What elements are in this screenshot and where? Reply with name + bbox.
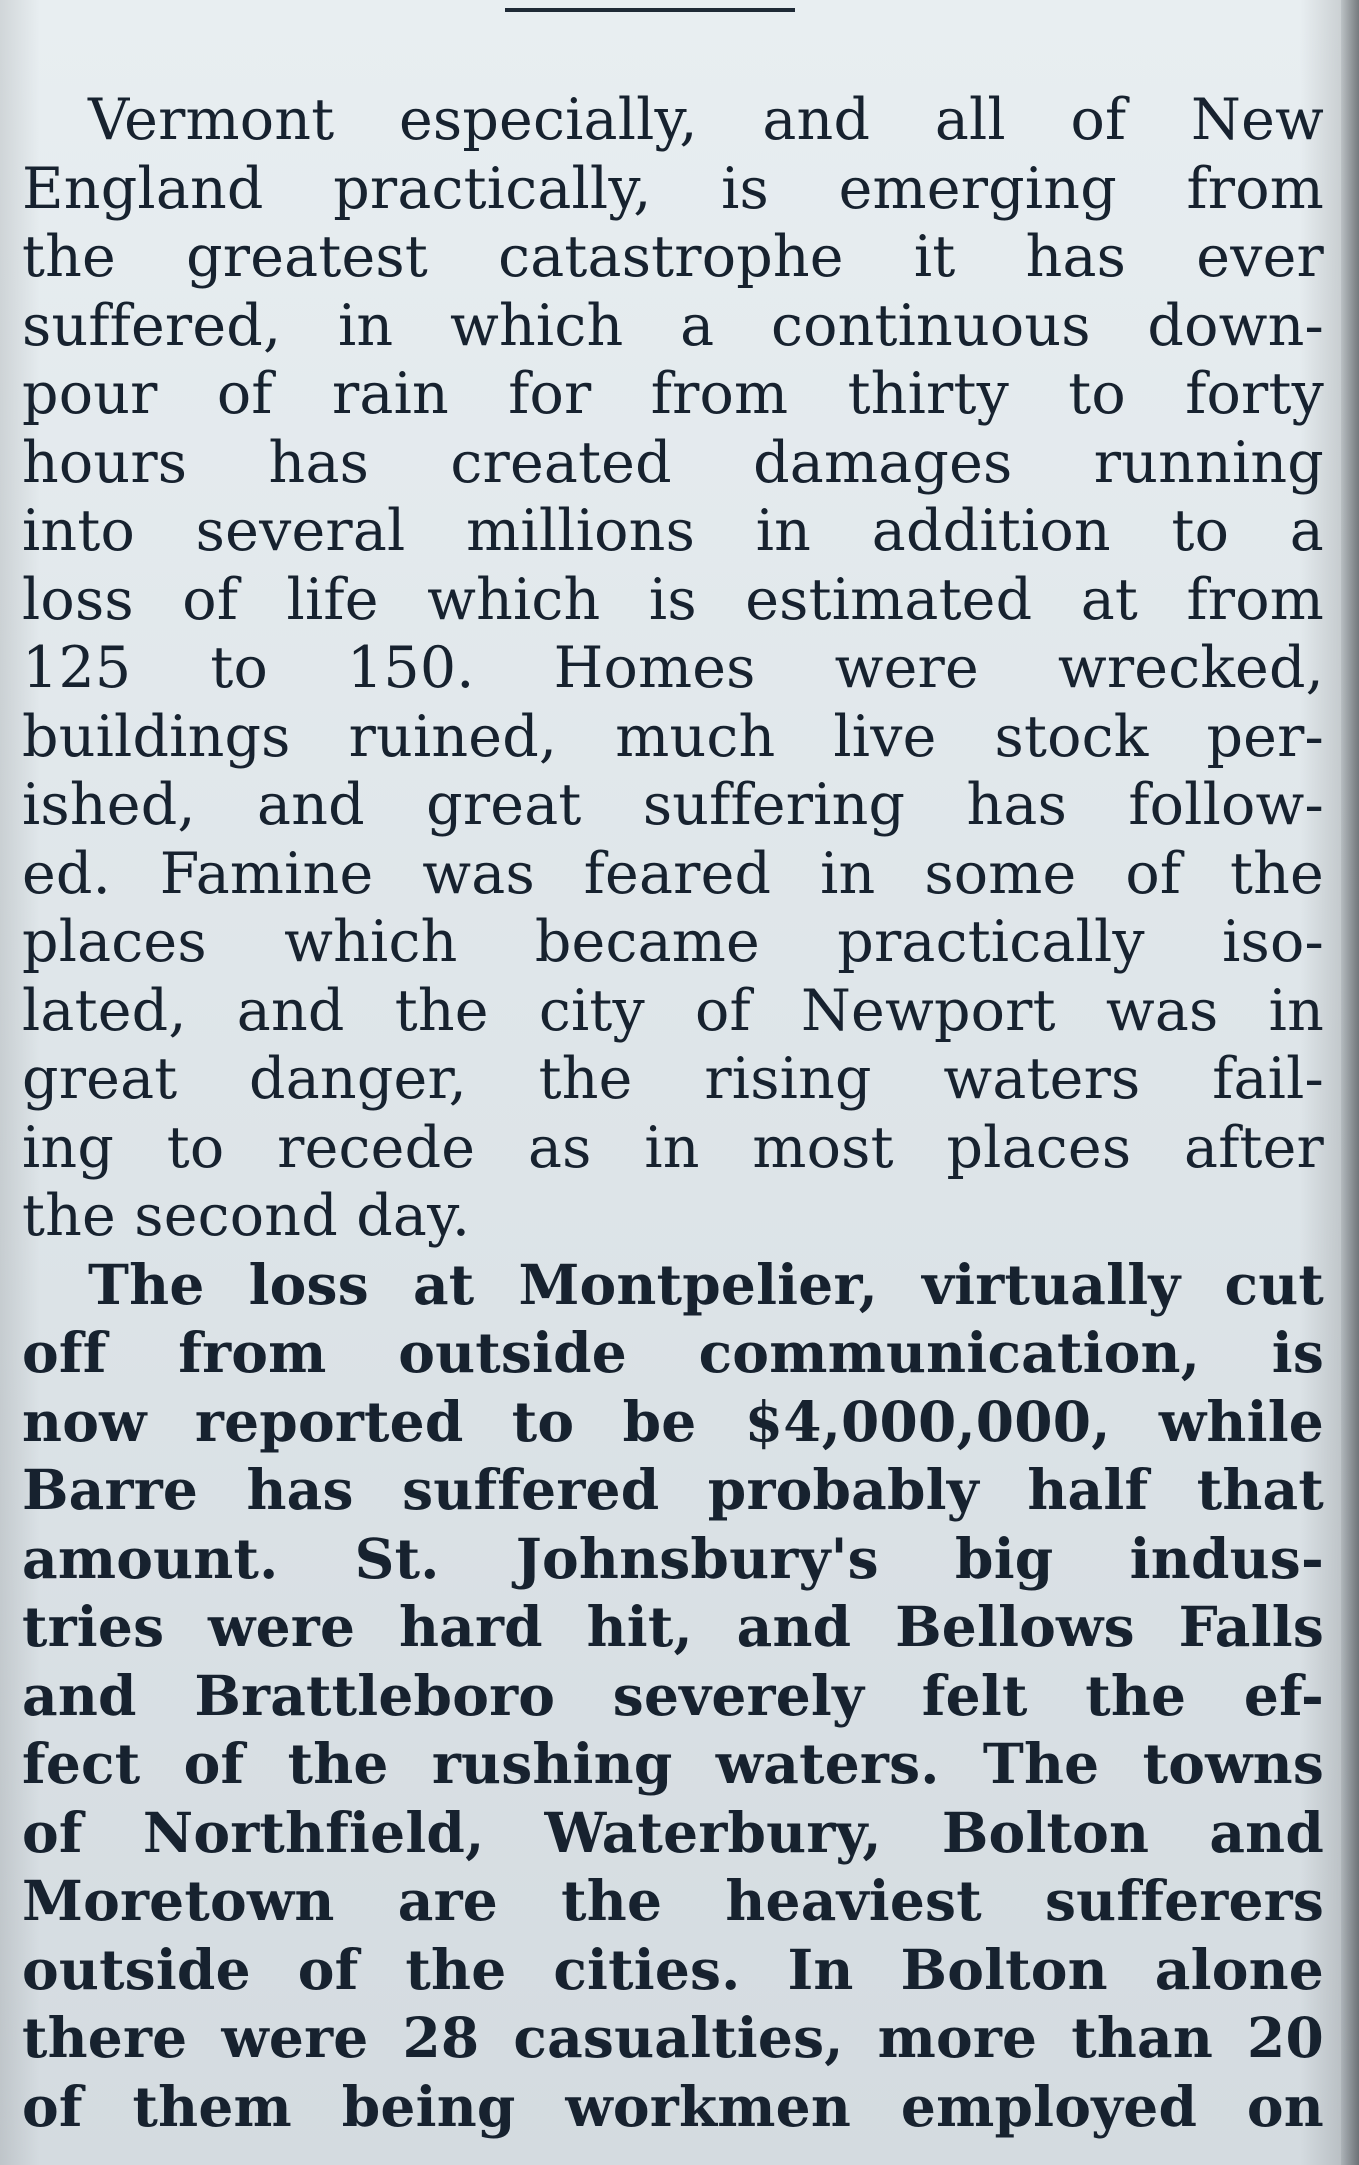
text-line: Barre has suffered probably half that bbox=[22, 1457, 1324, 1522]
text-line: and Brattleboro severely felt the ef- bbox=[22, 1662, 1324, 1728]
text-line: of Northfield, Waterbury, Bolton and bbox=[22, 1799, 1324, 1865]
text-line: ed. Famine was feared in some of the bbox=[22, 840, 1324, 907]
paragraph-2 bbox=[22, 1251, 1324, 2142]
text-line: buildings ruined, much live stock per- bbox=[22, 703, 1324, 770]
text-line: amount. St. Johnsbury's big indus- bbox=[22, 1525, 1324, 1591]
text-line: now reported to be $4,000,000, while bbox=[22, 1388, 1324, 1454]
text-line: suffered, in which a continuous down- bbox=[22, 292, 1324, 359]
text-line: ished, and great suffering has follow- bbox=[22, 772, 1324, 838]
text-line: the second day. bbox=[22, 1183, 471, 1249]
text-line: of them being workmen employed on bbox=[22, 2073, 1324, 2139]
column-rule bbox=[505, 8, 795, 12]
text-line: loss of life which is estimated at from bbox=[22, 566, 1324, 633]
text-line: lated, and the city of Newport was in bbox=[22, 977, 1324, 1044]
text-line: Moretown are the heaviest sufferers bbox=[22, 1868, 1324, 1933]
text-line: there were 28 casualties, more than 20 bbox=[22, 2005, 1324, 2070]
text-line: great danger, the rising waters fail- bbox=[22, 1046, 1324, 1112]
text-line: off from outside communication, is bbox=[22, 1320, 1324, 1385]
text-line: fect of the rushing waters. The towns bbox=[22, 1731, 1324, 1796]
text-line: England practically, is emerging from bbox=[22, 155, 1324, 222]
text-line: ing to recede as in most places after bbox=[22, 1114, 1324, 1181]
text-line: hours has created damages running bbox=[22, 429, 1324, 496]
page-edge-shadow bbox=[1341, 0, 1359, 2165]
paragraph-1 bbox=[22, 86, 1324, 1251]
text-line: the greatest catastrophe it has ever bbox=[22, 224, 1324, 290]
text-line: 125 to 150. Homes were wrecked, bbox=[22, 635, 1324, 701]
text-line: places which became practically iso- bbox=[22, 909, 1324, 975]
text-line: Vermont especially, and all of New bbox=[88, 87, 1324, 153]
article-body bbox=[22, 86, 1324, 2141]
text-line: tries were hard hit, and Bellows Falls bbox=[22, 1594, 1324, 1659]
text-line: into several millions in addition to a bbox=[22, 498, 1324, 564]
text-line: The loss at Montpelier, virtually cut bbox=[88, 1251, 1324, 1317]
text-line: outside of the cities. In Bolton alone bbox=[22, 1936, 1324, 2002]
text-line: pour of rain for from thirty to forty bbox=[22, 361, 1324, 427]
